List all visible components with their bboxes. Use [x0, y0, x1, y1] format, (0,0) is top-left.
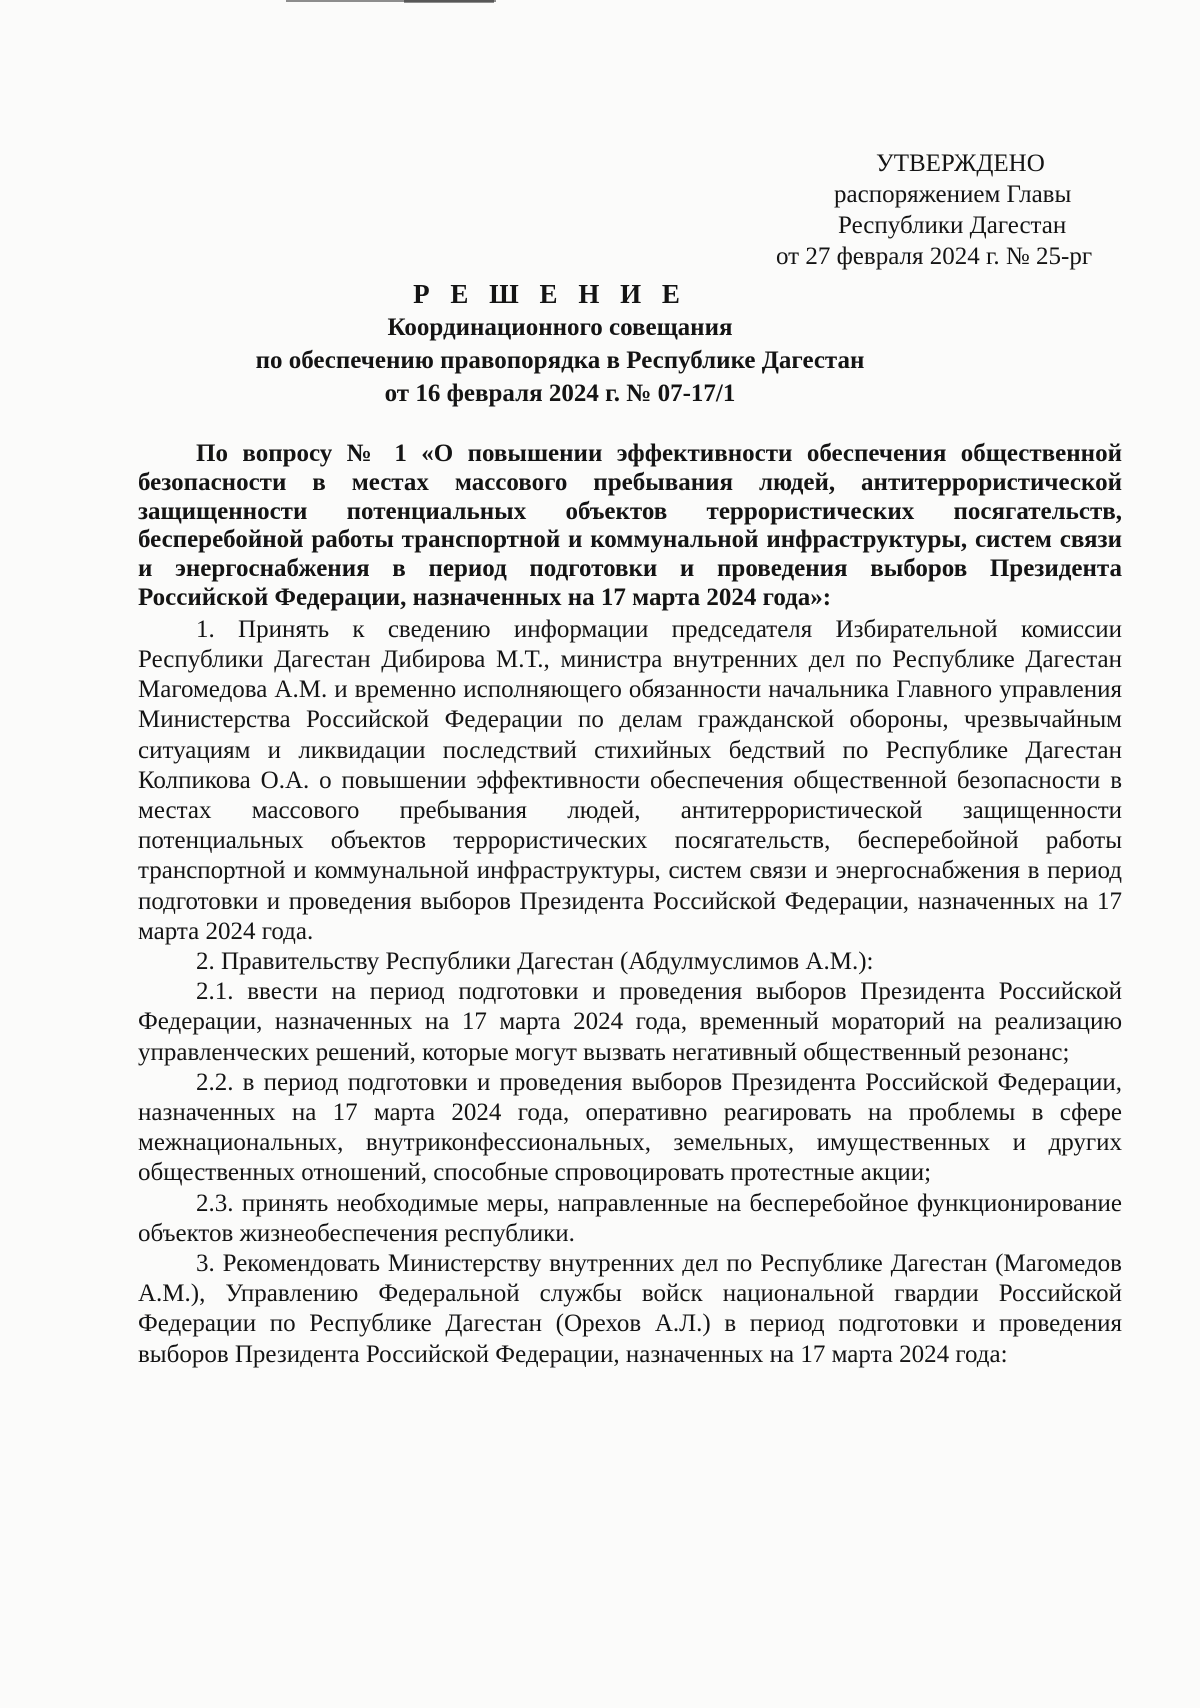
question-paragraph: По вопросу № 1 «О повышении эффективности обеспечения общественной безопасности в местах массового пребывания людей, антитеррористической защищенности потенциальных объектов террористических посягательств, бесперебойной работы транспортной и коммунальной инфраструктуры, систем связи и энергоснабжения в период подготовки и проведения выборов Президента Российской Федерации, назначенных на 17 марта 2024 года»:	[138, 440, 1122, 611]
approval-line: от 27 февраля 2024 г. № 25-рг	[776, 243, 1093, 270]
document-body	[138, 440, 1122, 1370]
approval-title: УТВЕРЖДЕНО	[876, 150, 1045, 177]
document-subtitle: Координационного совещания	[387, 314, 733, 341]
approval-stamp-block	[776, 148, 1186, 272]
approval-line: Республики Дагестан	[838, 212, 1067, 239]
document-title: Р Е Ш Е Н И Е	[413, 279, 687, 309]
paragraph-item-1: 1. Принять к сведению информации председателя Избирательной комиссии Республики Дагестан Дибирова М.Т., министра внутренних дел по Республике Дагестан Магомедова А.М. и временно исполняющего обязанности начальника Главного управления Министерства Российской Федерации по делам гражданской обороны, чрезвычайным ситуациям и ликвидации последствий стихийных бедствий по Республике Дагестан Колпикова О.А. о повышении эффективности обеспечения общественной безопасности в местах массового пребывания людей, антитеррористической защищенности потенциальных объектов террористических посягательств, бесперебойной работы транспортной и коммунальной инфраструктуры, систем связи и энергоснабжения в период подготовки и проведения выборов Президента Российской Федерации, назначенных на 17 марта 2024 года.	[138, 615, 1122, 945]
paragraph-item-2: 2. Правительству Республики Дагестан (Абдулмуслимов А.М.):	[196, 948, 874, 976]
document-date-number: от 16 февраля 2024 г. № 07-17/1	[384, 380, 736, 407]
paragraph-item-2-3: 2.3. принять необходимые меры, направленные на бесперебойное функционирование объектов жизнеобеспечения республики.	[138, 1189, 1122, 1247]
paragraph-item-2-2: 2.2. в период подготовки и проведения выборов Президента Российской Федерации, назначенных на 17 марта 2024 года, оперативно реагировать на проблемы в сфере межнациональных, внутриконфессиональных, земельных, имущественных и других общественных отношений, способные спровоцировать протестные акции;	[138, 1068, 1122, 1187]
paragraph-item-2-1: 2.1. ввести на период подготовки и проведения выборов Президента Российской Федерации, назначенных на 17 марта 2024 года, временный мораторий на реализацию управленческих решений, которые могут вызвать негативный общественный резонанс;	[138, 978, 1122, 1066]
scan-artifact	[404, 0, 494, 3]
document-subtitle: по обеспечению правопорядка в Республике Дагестан	[255, 347, 865, 374]
paragraph-item-3: 3. Рекомендовать Министерству внутренних дел по Республике Дагестан (Магомедов А.М.), Управлению Федеральной службы войск национальной гвардии Российской Федерации по Республике Дагестан (Орехов А.Л.) в период подготовки и проведения выборов Президента Российской Федерации, назначенных на 17 марта 2024 года:	[138, 1250, 1122, 1368]
approval-line: распоряжением Главы	[834, 181, 1072, 208]
